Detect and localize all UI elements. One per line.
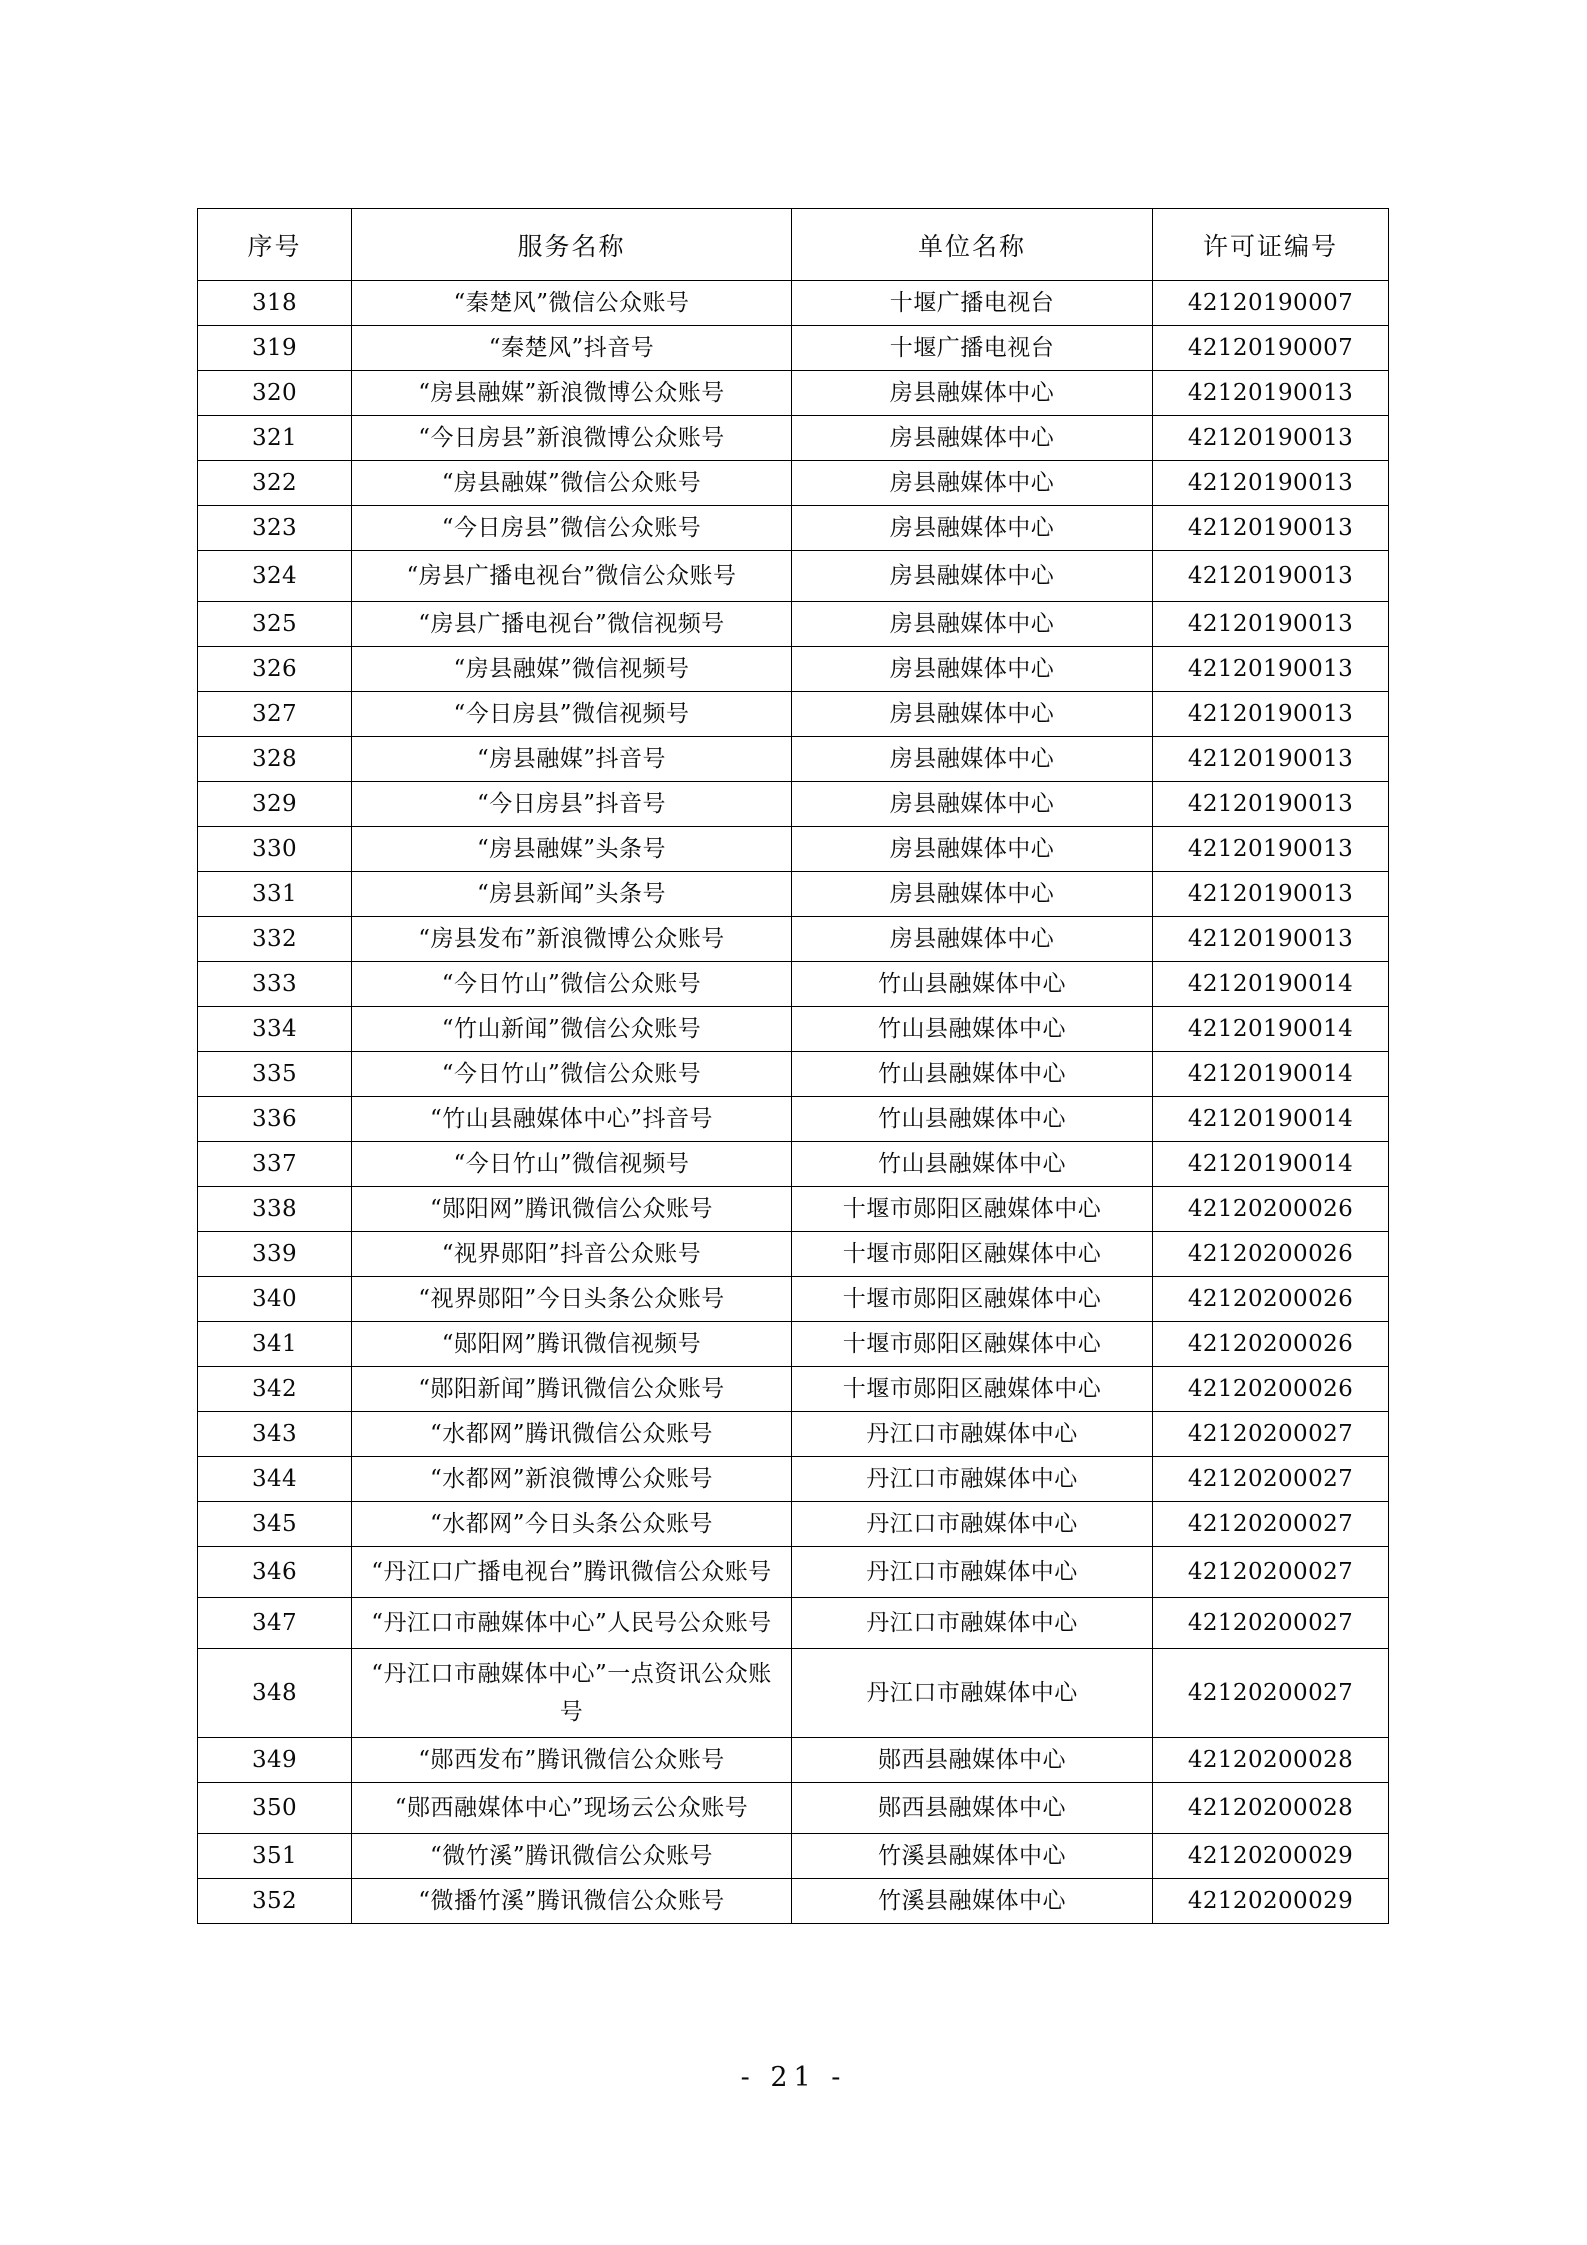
cell-license-number: 42120200026 [1153,1232,1389,1277]
table-row [198,371,1389,416]
cell-service-name: “房县融媒”抖音号 [352,737,792,782]
cell-sequence: 347 [198,1598,352,1649]
table-row [198,1322,1389,1367]
cell-sequence: 324 [198,551,352,602]
table-row [198,551,1389,602]
cell-license-number: 42120190013 [1153,872,1389,917]
cell-service-name: “今日房县”微信公众账号 [352,506,792,551]
cell-service-name: “今日房县”抖音号 [352,782,792,827]
cell-unit-name: 竹山县融媒体中心 [792,962,1153,1007]
cell-service-name: “今日竹山”微信公众账号 [352,1052,792,1097]
table-row [198,1412,1389,1457]
table-row [198,1097,1389,1142]
cell-sequence: 326 [198,647,352,692]
cell-license-number: 42120190013 [1153,737,1389,782]
registry-table [197,208,1389,1924]
cell-service-name: “竹山新闻”微信公众账号 [352,1007,792,1052]
table-row [198,1547,1389,1598]
cell-service-name: “微竹溪”腾讯微信公众账号 [352,1834,792,1879]
cell-service-name: “秦楚风”微信公众账号 [352,281,792,326]
cell-unit-name: 房县融媒体中心 [792,416,1153,461]
table-row [198,506,1389,551]
table-row [198,692,1389,737]
cell-sequence: 346 [198,1547,352,1598]
column-header-service-name: 服务名称 [352,209,792,281]
table-row [198,782,1389,827]
cell-sequence: 330 [198,827,352,872]
cell-service-name: “视界郧阳”今日头条公众账号 [352,1277,792,1322]
cell-license-number: 42120190014 [1153,1052,1389,1097]
cell-service-name: “郧西融媒体中心”现场云公众账号 [352,1783,792,1834]
cell-service-name: “微播竹溪”腾讯微信公众账号 [352,1879,792,1924]
cell-sequence: 345 [198,1502,352,1547]
cell-license-number: 42120190013 [1153,692,1389,737]
table-row [198,1598,1389,1649]
table-row [198,917,1389,962]
table-row [198,281,1389,326]
cell-sequence: 320 [198,371,352,416]
cell-service-name: “丹江口市融媒体中心”人民号公众账号 [352,1598,792,1649]
cell-sequence: 352 [198,1879,352,1924]
cell-unit-name: 房县融媒体中心 [792,827,1153,872]
cell-unit-name: 房县融媒体中心 [792,551,1153,602]
cell-sequence: 337 [198,1142,352,1187]
cell-unit-name: 竹山县融媒体中心 [792,1097,1153,1142]
table-header [198,209,1389,281]
table-row [198,1879,1389,1924]
cell-unit-name: 竹溪县融媒体中心 [792,1834,1153,1879]
cell-service-name: “房县融媒”头条号 [352,827,792,872]
cell-license-number: 42120190014 [1153,1097,1389,1142]
cell-license-number: 42120200027 [1153,1457,1389,1502]
cell-license-number: 42120190013 [1153,917,1389,962]
cell-service-name: “水都网”今日头条公众账号 [352,1502,792,1547]
cell-unit-name: 十堰市郧阳区融媒体中心 [792,1367,1153,1412]
table-row [198,872,1389,917]
table-row [198,416,1389,461]
cell-service-name: “房县融媒”微信公众账号 [352,461,792,506]
table-row [198,602,1389,647]
cell-unit-name: 十堰市郧阳区融媒体中心 [792,1322,1153,1367]
cell-sequence: 323 [198,506,352,551]
cell-sequence: 350 [198,1783,352,1834]
cell-service-name: “今日竹山”微信视频号 [352,1142,792,1187]
cell-license-number: 42120200027 [1153,1412,1389,1457]
cell-unit-name: 十堰广播电视台 [792,326,1153,371]
table-row [198,1187,1389,1232]
cell-license-number: 42120200027 [1153,1598,1389,1649]
table-row [198,1649,1389,1738]
table-row [198,1232,1389,1277]
cell-license-number: 42120200026 [1153,1322,1389,1367]
cell-sequence: 339 [198,1232,352,1277]
cell-service-name: “房县发布”新浪微博公众账号 [352,917,792,962]
cell-license-number: 42120200028 [1153,1783,1389,1834]
cell-license-number: 42120190007 [1153,281,1389,326]
cell-sequence: 348 [198,1649,352,1738]
cell-sequence: 341 [198,1322,352,1367]
cell-license-number: 42120200027 [1153,1547,1389,1598]
cell-license-number: 42120190013 [1153,551,1389,602]
cell-unit-name: 丹江口市融媒体中心 [792,1502,1153,1547]
cell-service-name: “竹山县融媒体中心”抖音号 [352,1097,792,1142]
cell-sequence: 336 [198,1097,352,1142]
column-header-sequence: 序号 [198,209,352,281]
cell-service-name: “房县新闻”头条号 [352,872,792,917]
cell-license-number: 42120190014 [1153,1142,1389,1187]
cell-unit-name: 丹江口市融媒体中心 [792,1457,1153,1502]
cell-unit-name: 竹山县融媒体中心 [792,1142,1153,1187]
cell-service-name: “水都网”腾讯微信公众账号 [352,1412,792,1457]
cell-unit-name: 竹山县融媒体中心 [792,1007,1153,1052]
cell-unit-name: 丹江口市融媒体中心 [792,1598,1153,1649]
table-row [198,461,1389,506]
cell-license-number: 42120200026 [1153,1367,1389,1412]
table-row [198,647,1389,692]
cell-sequence: 338 [198,1187,352,1232]
cell-sequence: 351 [198,1834,352,1879]
cell-unit-name: 房县融媒体中心 [792,692,1153,737]
cell-service-name: “今日房县”新浪微博公众账号 [352,416,792,461]
registry-table-container [197,208,1388,1924]
cell-unit-name: 房县融媒体中心 [792,461,1153,506]
cell-sequence: 327 [198,692,352,737]
cell-sequence: 349 [198,1738,352,1783]
cell-service-name: “郧阳网”腾讯微信视频号 [352,1322,792,1367]
cell-license-number: 42120200027 [1153,1649,1389,1738]
cell-sequence: 321 [198,416,352,461]
cell-license-number: 42120190013 [1153,371,1389,416]
cell-unit-name: 房县融媒体中心 [792,782,1153,827]
column-header-unit-name: 单位名称 [792,209,1153,281]
cell-unit-name: 十堰市郧阳区融媒体中心 [792,1232,1153,1277]
page-number-footer: - 21 - [740,2062,847,2093]
table-row [198,1367,1389,1412]
cell-license-number: 42120200029 [1153,1879,1389,1924]
table-row [198,1834,1389,1879]
table-header-row [198,209,1389,281]
cell-unit-name: 竹山县融媒体中心 [792,1052,1153,1097]
cell-service-name: “房县广播电视台”微信视频号 [352,602,792,647]
cell-unit-name: 房县融媒体中心 [792,602,1153,647]
cell-service-name: “郧西发布”腾讯微信公众账号 [352,1738,792,1783]
table-row [198,1457,1389,1502]
cell-sequence: 322 [198,461,352,506]
cell-sequence: 334 [198,1007,352,1052]
cell-service-name: “今日房县”微信视频号 [352,692,792,737]
cell-unit-name: 丹江口市融媒体中心 [792,1649,1153,1738]
table-row [198,1007,1389,1052]
cell-sequence: 335 [198,1052,352,1097]
table-body [198,281,1389,1924]
cell-unit-name: 房县融媒体中心 [792,917,1153,962]
cell-sequence: 340 [198,1277,352,1322]
cell-unit-name: 房县融媒体中心 [792,506,1153,551]
cell-license-number: 42120190007 [1153,326,1389,371]
cell-unit-name: 十堰广播电视台 [792,281,1153,326]
table-row [198,1142,1389,1187]
cell-service-name: “房县融媒”微信视频号 [352,647,792,692]
cell-service-name: “郧阳网”腾讯微信公众账号 [352,1187,792,1232]
cell-license-number: 42120190014 [1153,1007,1389,1052]
cell-license-number: 42120200027 [1153,1502,1389,1547]
cell-sequence: 333 [198,962,352,1007]
table-row [198,737,1389,782]
cell-license-number: 42120190013 [1153,827,1389,872]
cell-sequence: 342 [198,1367,352,1412]
table-row [198,1052,1389,1097]
table-row [198,1783,1389,1834]
cell-service-name: “郧阳新闻”腾讯微信公众账号 [352,1367,792,1412]
table-row [198,827,1389,872]
cell-sequence: 343 [198,1412,352,1457]
cell-unit-name: 郧西县融媒体中心 [792,1738,1153,1783]
cell-unit-name: 郧西县融媒体中心 [792,1783,1153,1834]
cell-service-name: “今日竹山”微信公众账号 [352,962,792,1007]
cell-unit-name: 房县融媒体中心 [792,737,1153,782]
cell-license-number: 42120190013 [1153,602,1389,647]
cell-license-number: 42120190013 [1153,647,1389,692]
cell-service-name: “丹江口市融媒体中心”一点资讯公众账号 [352,1649,792,1738]
cell-service-name: “水都网”新浪微博公众账号 [352,1457,792,1502]
cell-license-number: 42120190013 [1153,461,1389,506]
cell-service-name: “房县广播电视台”微信公众账号 [352,551,792,602]
column-header-license-number: 许可证编号 [1153,209,1389,281]
cell-license-number: 42120200029 [1153,1834,1389,1879]
cell-unit-name: 房县融媒体中心 [792,872,1153,917]
cell-unit-name: 竹溪县融媒体中心 [792,1879,1153,1924]
cell-sequence: 344 [198,1457,352,1502]
cell-sequence: 328 [198,737,352,782]
cell-license-number: 42120190013 [1153,782,1389,827]
table-row [198,1738,1389,1783]
cell-service-name: “视界郧阳”抖音公众账号 [352,1232,792,1277]
table-row [198,1277,1389,1322]
cell-license-number: 42120190013 [1153,506,1389,551]
cell-license-number: 42120200026 [1153,1277,1389,1322]
cell-license-number: 42120200026 [1153,1187,1389,1232]
cell-service-name: “秦楚风”抖音号 [352,326,792,371]
cell-sequence: 332 [198,917,352,962]
cell-unit-name: 房县融媒体中心 [792,371,1153,416]
cell-sequence: 331 [198,872,352,917]
cell-unit-name: 丹江口市融媒体中心 [792,1412,1153,1457]
cell-unit-name: 丹江口市融媒体中心 [792,1547,1153,1598]
cell-sequence: 325 [198,602,352,647]
cell-sequence: 319 [198,326,352,371]
cell-license-number: 42120200028 [1153,1738,1389,1783]
cell-service-name: “房县融媒”新浪微博公众账号 [352,371,792,416]
cell-unit-name: 十堰市郧阳区融媒体中心 [792,1187,1153,1232]
cell-sequence: 318 [198,281,352,326]
cell-unit-name: 房县融媒体中心 [792,647,1153,692]
cell-unit-name: 十堰市郧阳区融媒体中心 [792,1277,1153,1322]
cell-license-number: 42120190014 [1153,962,1389,1007]
cell-license-number: 42120190013 [1153,416,1389,461]
table-row [198,326,1389,371]
cell-sequence: 329 [198,782,352,827]
table-row [198,962,1389,1007]
table-row [198,1502,1389,1547]
cell-service-name: “丹江口广播电视台”腾讯微信公众账号 [352,1547,792,1598]
